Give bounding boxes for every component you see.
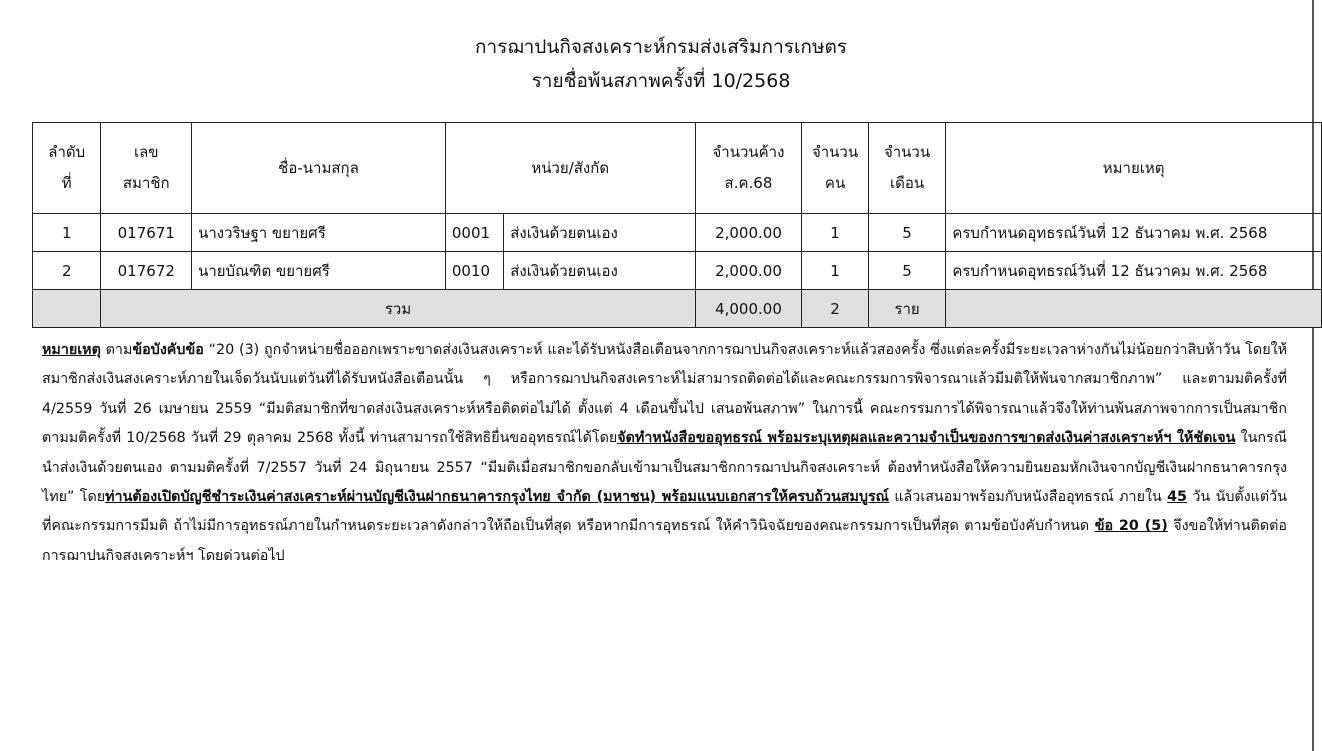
total-amount: 4,000.00 <box>695 290 802 328</box>
cell-unit-name: ส่งเงินด้วยตนเอง <box>504 214 695 252</box>
cell-member-no: 017671 <box>101 214 192 252</box>
cell-people: 1 <box>802 214 868 252</box>
cell-unit-name: ส่งเงินด้วยตนเอง <box>504 252 695 290</box>
header-name: ชื่อ-นามสกุล <box>192 123 446 214</box>
total-people: 2 <box>802 290 868 328</box>
remark-text: แล้วเสนอมาพร้อมกับหนังสืออุทธรณ์ ภายใน <box>888 489 1168 506</box>
cell-name: นางวริษฐา ขยายศรี <box>192 214 446 252</box>
cell-unit-code: 0010 <box>445 252 503 290</box>
remark-underlined: ท่านต้องเปิดบัญชีชำระเงินค่าสงเคราะห์ผ่านบัญชีเงินฝากธนาคารกรุงไทย จำกัด (มหาชน) พร้อมแนบเอกสารให้ครบถ้วนสมบูรณ์ <box>105 489 889 506</box>
cell-amount: 2,000.00 <box>695 214 802 252</box>
remark-text: “20 (3) ถูกจำหน่ายชื่อออกเพราะขาดส่งเงินสงเคราะห์ และได้รับหนังสือเตือนจากการฌาปนกิจสงเคราะห์แล้วสองครั้ง ซึ่งแต่ละครั้งมีระยะเวลาห่างกันไม่น้อยกว่าสิบห้าวัน โดยให้สมาชิกส่งเงินสงเคราะห์ภายในเจ็ดวันนับแต่วันที่ได้รับหนังสือเตือนนั้น ๆ หรือการฌาปนกิจสงเคราะห์ไม่สามารถติดต่อได้และคณะกรรมการพิจารณาแล้วมีมติให้พ้นจากสมาชิกภาพ” และตามมติครั้งที่ 4/2559 วันที่ 26 เมษายน 2559 “มีมติสมาชิกที่ขาดส่งเงินสงเคราะห์หรือติดต่อไม่ได้ ตั้งแต่ 4 เดือนขึ้นไป เสนอพ้นสภาพ” ในการนี้ คณะกรรมการได้พิจารณาแล้วจึงให้ท่านพ้นสภาพจากการเป็นสมาชิก ตามมติครั้งที่ 10/2568 วันที่ 29 ตุลาคม 2568 ทั้งนี้ ท่านสามารถใช้สิทธิยื่นขออุทธรณ์ได้โดย <box>42 342 1287 447</box>
cell-member-no: 017672 <box>101 252 192 290</box>
remark-underlined: ข้อ 20 (5) <box>1094 518 1168 535</box>
remark-label: หมายเหตุ <box>42 342 101 358</box>
total-label: รวม <box>101 290 695 328</box>
remark-paragraph <box>42 336 1287 571</box>
cell-people: 1 <box>802 252 868 290</box>
document-title: การฌาปนกิจสงเคราะห์กรมส่งเสริมการเกษตร <box>474 36 848 58</box>
document-subtitle: รายชื่อพ้นสภาพครั้งที่ 10/2568 <box>531 70 791 92</box>
cell-note: ครบกำหนดอุทธรณ์วันที่ 12 ธันวาคม พ.ศ. 2568 <box>946 252 1322 290</box>
remark-emphasis: ข้อบังคับข้อ <box>132 342 204 358</box>
header-seq: ลำดับ ที่ <box>33 123 101 214</box>
cell-seq: 2 <box>33 252 101 290</box>
header-member-no: เลข สมาชิก <box>101 123 192 214</box>
remark-underlined: 45 <box>1167 489 1188 506</box>
table-row <box>33 214 1322 252</box>
cell-seq: 1 <box>33 214 101 252</box>
remark-text: ตาม <box>100 342 133 358</box>
table-header-row <box>33 123 1322 214</box>
remark-underlined: จัดทำหนังสือขออุทธรณ์ พร้อมระบุเหตุผลและความจำเป็นของการขาดส่งเงินค่าสงเคราะห์ฯ ให้ชัดเจน <box>617 430 1236 447</box>
cell-amount: 2,000.00 <box>695 252 802 290</box>
cell-months: 5 <box>868 214 946 252</box>
total-blank-cell <box>33 290 101 328</box>
table-row <box>33 252 1322 290</box>
remark-text: จึงขอให้ท่านติดต่อการฌาปนกิจสงเคราะห์ฯ โดยด่วนต่อไป <box>42 518 1287 564</box>
cell-name: นายบัณฑิต ขยายศรี <box>192 252 446 290</box>
page-edge <box>1312 0 1322 751</box>
header-people: จำนวน คน <box>802 123 868 214</box>
header-arrears: จำนวนค้าง ส.ค.68 <box>695 123 802 214</box>
total-unit: ราย <box>868 290 946 328</box>
cell-note: ครบกำหนดอุทธรณ์วันที่ 12 ธันวาคม พ.ศ. 2568 <box>946 214 1322 252</box>
header-unit: หน่วย/สังกัด <box>445 123 695 214</box>
cell-months: 5 <box>868 252 946 290</box>
members-table <box>32 122 1322 328</box>
header-months: จำนวน เดือน <box>868 123 946 214</box>
remark-text: ในกรณีนำส่งเงินด้วยตนเอง ตามมติครั้งที่ 7/2557 วันที่ 24 มิถุนายน 2557 “มีมติเมื่อสมาชิกขอกลับเข้ามาเป็นสมาชิกการฌาปนกิจสงเคราะห์ ต้องทำหนังสือให้ความยินยอมหักเงินจากบัญชีเงินฝากธนาคารกรุงไทย” โดย <box>42 430 1287 506</box>
document-header <box>0 30 1322 98</box>
table-total-row <box>33 290 1322 328</box>
cell-unit-code: 0001 <box>445 214 503 252</box>
header-note: หมายเหตุ <box>946 123 1322 214</box>
total-note-blank <box>946 290 1322 328</box>
remark-text: วัน นับตั้งแต่วันที่คณะกรรมการมีมติ ถ้าไม่มีการอุทธรณ์ภายในกำหนดระยะเวลาดังกล่าวให้ถือเป็นที่สุด หรือหากมีการอุทธรณ์ ให้คำวินิจฉัยของคณะกรรมการเป็นที่สุด ตามข้อบังคับกำหนด <box>42 489 1287 535</box>
